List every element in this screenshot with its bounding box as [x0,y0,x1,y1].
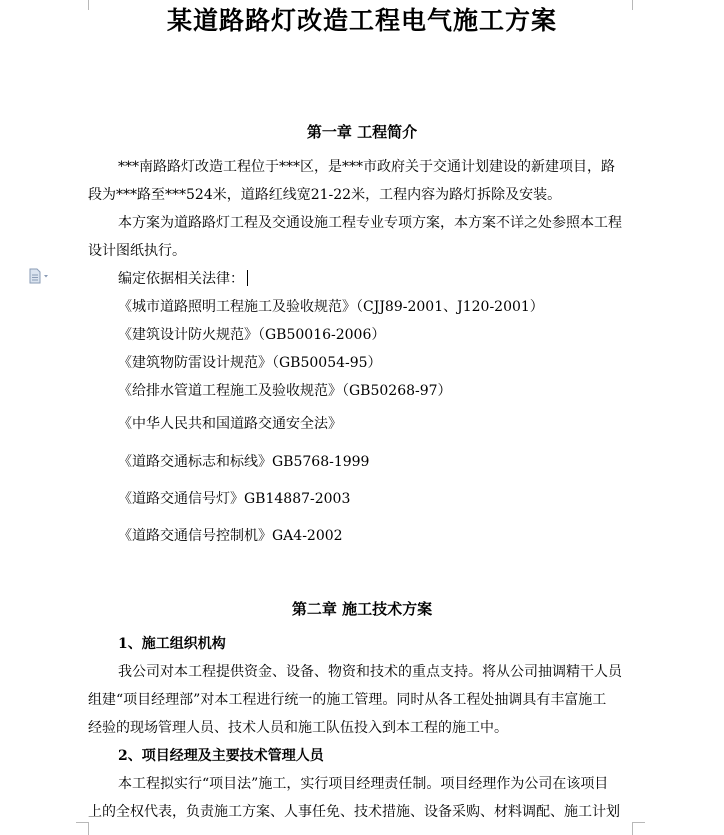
scope-paragraph-line-1: 本方案为道路路灯工程及交通设施工程专业专项方案，本方案不详之处参照本工程 [118,215,622,231]
intro-paragraph-line-2: 段为***路至***524米，道路红线宽21-22米，工程内容为路灯拆除及安装。 [88,187,562,203]
section-1-line-3: 经验的现场管理人员、技术人员和施工队伍投入到本工程的施工中。 [88,720,508,736]
intro-paragraph-line-1: ***南路路灯改造工程位于***区，是***市政府关于交通计划建设的新建项目，路 [118,159,615,175]
section-1-line-2: 组建“项目经理部”对本工程进行统一的施工管理。同时从各工程处抽调具有丰富施工 [88,692,607,708]
margin-mark-bottom-right [632,822,633,835]
reference-item: 《城市道路照明工程施工及验收规范》（CJJ89-2001、J120-2001） [118,299,544,315]
chapter-1-heading: 第一章 工程简介 [306,123,418,141]
chapter-2-heading: 第二章 施工技术方案 [291,600,433,618]
basis-label-text: 编定依据相关法律： [118,271,244,287]
text-cursor [247,270,248,286]
document-title: 某道路路灯改造工程电气施工方案 [166,6,557,35]
margin-mark-bottom-left-h [76,822,88,823]
reference-item: 《建筑物防雷设计规范》（GB50054-95） [118,355,382,371]
margin-mark-bottom-right-h [633,822,645,823]
section-1-line-1: 我公司对本工程提供资金、设备、物资和技术的重点支持。将从公司抽调精干人员 [118,664,622,680]
reference-item: 《建筑设计防火规范》（GB50016-2006） [118,327,386,343]
section-2-line-1: 本工程拟实行“项目法”施工，实行项目经理责任制。项目经理作为公司在该项目 [118,776,609,792]
section-2-line-2: 上的全权代表，负责施工方案、人事任免、技术措施、设备采购、材料调配、施工计划 [88,804,620,820]
section-1-title: 1、施工组织机构 [118,636,226,652]
reference-item: 《道路交通信号控制机》GA4-2002 [118,528,343,544]
margin-mark-bottom-left [88,822,89,835]
reference-item: 《道路交通标志和标线》GB5768-1999 [118,454,370,470]
basis-label[interactable] [118,269,248,289]
section-2-title: 2、项目经理及主要技术管理人员 [118,748,324,764]
reference-item: 《道路交通信号灯》GB14887-2003 [118,491,351,507]
reference-item: 《给排水管道工程施工及验收规范》（GB50268-97） [118,383,452,399]
document-options-icon[interactable] [28,268,50,284]
scope-paragraph-line-2: 设计图纸执行。 [88,243,186,259]
reference-item: 《中华人民共和国道路交通安全法》 [118,416,342,432]
